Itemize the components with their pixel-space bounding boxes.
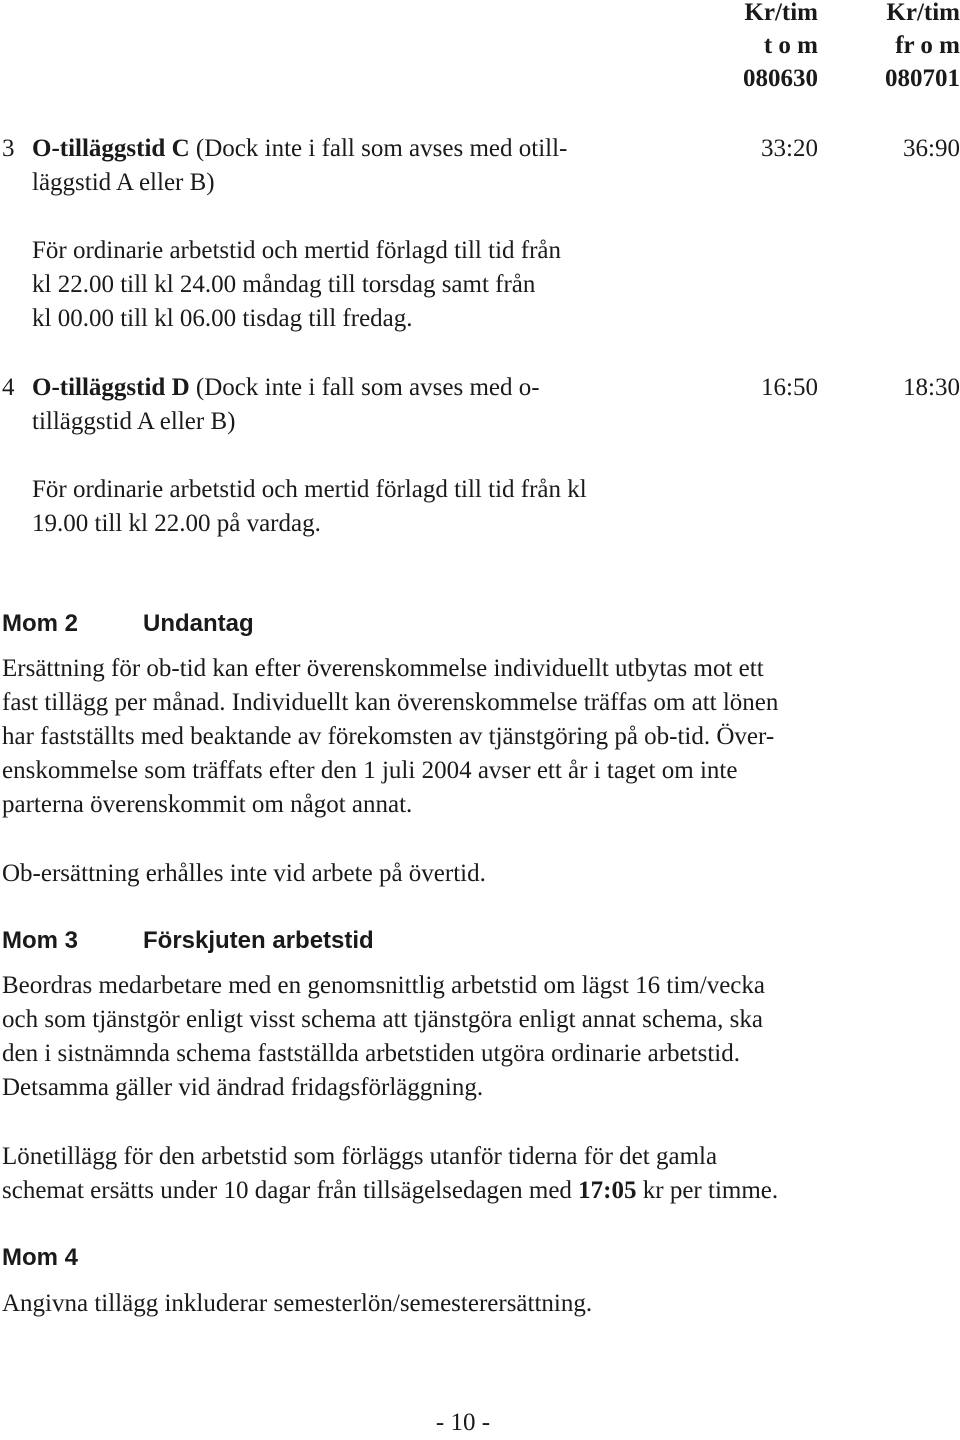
rate-new: 36:90	[903, 135, 960, 162]
rate-highlight: 17:05	[578, 1177, 637, 1204]
section-title: Undantag	[143, 610, 254, 637]
paragraph-line: parterna överenskommit om något annat.	[2, 791, 413, 818]
section-label: Mom 3	[2, 927, 79, 954]
section-title: Förskjuten arbetstid	[143, 927, 374, 954]
item-heading-bold: O-tilläggstid D	[32, 374, 190, 401]
page-number: - 10 -	[435, 1409, 491, 1436]
column-header-new-rate	[830, 0, 960, 95]
column-header-new-period: fr o m	[895, 32, 960, 59]
item-heading	[32, 371, 540, 439]
column-header-old-unit: Kr/tim	[744, 0, 818, 26]
paragraph-line: Beordras medarbetare med en genomsnittlig arbetstid om lägst 16 tim/vecka	[2, 972, 765, 999]
item-description-line: För ordinarie arbetstid och mertid förlagd till tid från kl	[32, 476, 587, 503]
paragraph-text: schemat ersätts under 10 dagar från tillsägelsedagen med	[2, 1177, 579, 1204]
rate-old: 33:20	[761, 135, 818, 162]
section-paragraph	[2, 969, 765, 1105]
column-header-new-unit: Kr/tim	[886, 0, 960, 26]
paragraph-line: och som tjänstgör enligt visst schema att tjänstgöra enligt annat schema, ska	[2, 1006, 763, 1033]
item-description-line: kl 00.00 till kl 06.00 tisdag till fredag.	[32, 305, 413, 332]
item-heading-line2: tilläggstid A eller B)	[32, 408, 236, 435]
section-paragraph	[2, 1287, 592, 1321]
paragraph-line: den i sistnämnda schema fastställda arbetstiden utgöra ordinarie arbetstid.	[2, 1040, 740, 1067]
item-heading-line2: läggstid A eller B)	[32, 169, 215, 196]
item-description	[32, 234, 561, 336]
paragraph-line: fast tillägg per månad. Individuellt kan överenskommelse träffas om att lönen	[2, 689, 779, 716]
paragraph-line: Ob-ersättning erhålles inte vid arbete på övertid.	[2, 860, 486, 887]
item-description-line: 19.00 till kl 22.00 på vardag.	[32, 510, 321, 537]
section-paragraph	[2, 1140, 778, 1208]
column-header-old-period: t o m	[763, 32, 818, 59]
section-paragraph	[2, 857, 486, 891]
item-heading-bold: O-tilläggstid C	[32, 135, 190, 162]
rate-old: 16:50	[761, 374, 818, 401]
section-label: Mom 4	[2, 1244, 79, 1271]
paragraph-line: Angivna tillägg inkluderar semesterlön/semesterersättning.	[2, 1290, 593, 1317]
paragraph-line	[2, 1174, 778, 1208]
item-description-line: För ordinarie arbetstid och mertid förlagd till tid från	[32, 237, 562, 264]
item-number: 4	[2, 374, 15, 401]
item-heading-rest: (Dock inte i fall som avses med otill-	[189, 135, 568, 162]
paragraph-line: Lönetillägg för den arbetstid som förläggs utanför tiderna för det gamla	[2, 1143, 718, 1170]
rate-new: 18:30	[903, 374, 960, 401]
item-heading-rest: (Dock inte i fall som avses med o-	[189, 374, 540, 401]
column-header-old-rate	[688, 0, 818, 95]
paragraph-line: enskommelse som träffats efter den 1 juli 2004 avser ett år i taget om inte	[2, 757, 738, 784]
section-label: Mom 2	[2, 610, 79, 637]
item-number: 3	[2, 135, 15, 162]
item-description	[32, 473, 587, 541]
paragraph-text: kr per timme.	[636, 1177, 779, 1204]
column-header-new-date: 080701	[885, 65, 960, 92]
item-heading	[32, 132, 567, 200]
paragraph-line: har fastställts med beaktande av förekomsten av tjänstgöring på ob-tid. Över-	[2, 723, 775, 750]
paragraph-line: Ersättning för ob-tid kan efter överenskommelse individuellt utbytas mot ett	[2, 655, 764, 682]
column-header-old-date: 080630	[743, 65, 818, 92]
item-description-line: kl 22.00 till kl 24.00 måndag till torsdag samt från	[32, 271, 536, 298]
section-paragraph	[2, 652, 778, 822]
paragraph-line: Detsamma gäller vid ändrad fridagsförläggning.	[2, 1074, 484, 1101]
